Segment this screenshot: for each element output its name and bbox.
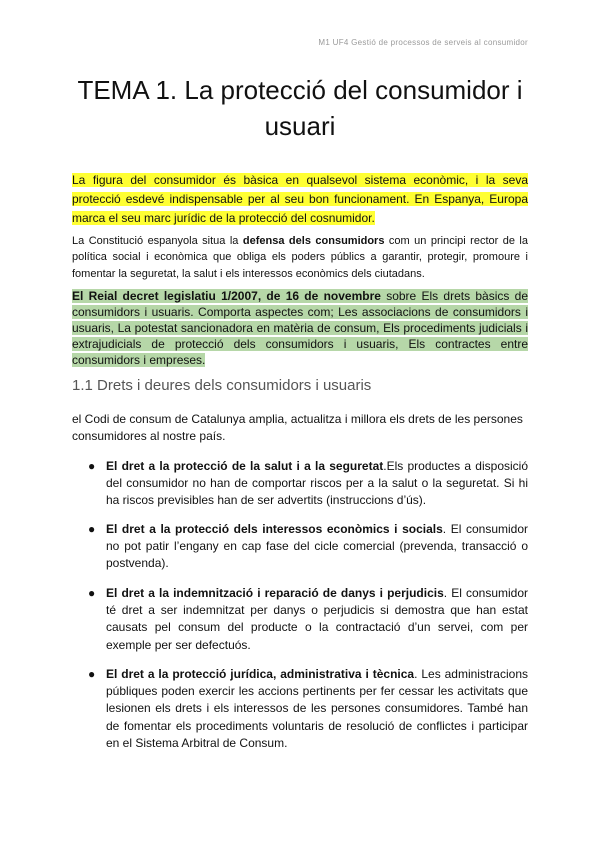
constitution-before: La Constitució espanyola situa la [72, 235, 243, 247]
intro-text: La figura del consumidor és bàsica en qualsevol sistema econòmic, i la seva protecció esdevé indispensable per al seu bon funcionament. En Espanya, Europa marca el seu marc jurídic de la protecció del cosnumidor. [72, 173, 528, 225]
list-item [88, 458, 528, 510]
bullet-text: . El consumidor té dret a ser indemnitzat per danys o perjudicis si demostra que han estat causats pel consum del producte o la contractació d’un servei, com per exemple per ser defectuós. [106, 586, 528, 652]
bullet-bold: El dret a la protecció dels interessos econòmics i socials [106, 522, 443, 536]
bullet-icon: ● [88, 667, 96, 681]
list-item [88, 666, 528, 752]
decree-paragraph [72, 288, 528, 368]
bullet-text: . El consumidor no pot patir l’engany en cap fase del cicle comercial (prevenda, transacció o postvenda). [106, 522, 528, 571]
bullet-icon: ● [88, 522, 96, 536]
bullet-text: .Els productes a disposició del consumidor no han de comportar riscos per a la salut o la seguretat. Si hi ha riscos previsibles han de ser advertits (instruccions d’ús). [106, 459, 528, 508]
bullet-icon: ● [88, 586, 96, 600]
bullet-bold: El dret a la protecció jurídica, administrativa i tècnica [106, 667, 415, 681]
section-heading: 1.1 Drets i deures dels consumidors i usuaris [72, 377, 372, 394]
page-title: TEMA 1. La protecció del consumidor i usuari [77, 75, 523, 141]
bullet-bold: El dret a la indemnització i reparació de danys i perjudicis [106, 586, 444, 600]
intro-paragraph [72, 171, 528, 228]
section-lead: el Codi de consum de Catalunya amplia, actualitza i millora els drets de les persones consumidores al nostre país. [72, 412, 523, 443]
list-item [88, 521, 528, 573]
list-item [88, 585, 528, 654]
bullet-icon: ● [88, 459, 96, 473]
decree-after: sobre Els drets bàsics de consumidors i usuaris. Comporta aspectes com; Les associacions de consumidors i usuaris, La potestat sancionadora en matèria de consum, Els procediments judicials i extrajudicials de protecció dels consumidors i usuaris, Els contractes entre consumidors i empreses. [72, 289, 528, 367]
decree-bold: El Reial decret legislatiu 1/2007, de 16 de novembre [72, 289, 381, 303]
constitution-bold: defensa dels consumidors [242, 235, 385, 247]
page-header: M1 UF4 Gestió de processos de serveis al consumidor [318, 38, 528, 47]
bullet-bold: El dret a la protecció de la salut i a la seguretat [106, 459, 384, 473]
bullet-text: . Les administracions públiques poden exercir les accions pertinents per fer cessar les activitats que lesionen els drets i els interessos de les persones consumidores. També han de fomentar els procediments voluntaris de resolució de conflictes i participar en el Sistema Arbitral de Consum. [106, 667, 528, 750]
constitution-paragraph [72, 233, 528, 282]
constitution-after: com un principi rector de la política social i econòmica que obliga els poders públics a garantir, protegir, promoure i fomentar la seguretat, la salut i els interessos econòmics dels ciutadans. [72, 235, 528, 280]
